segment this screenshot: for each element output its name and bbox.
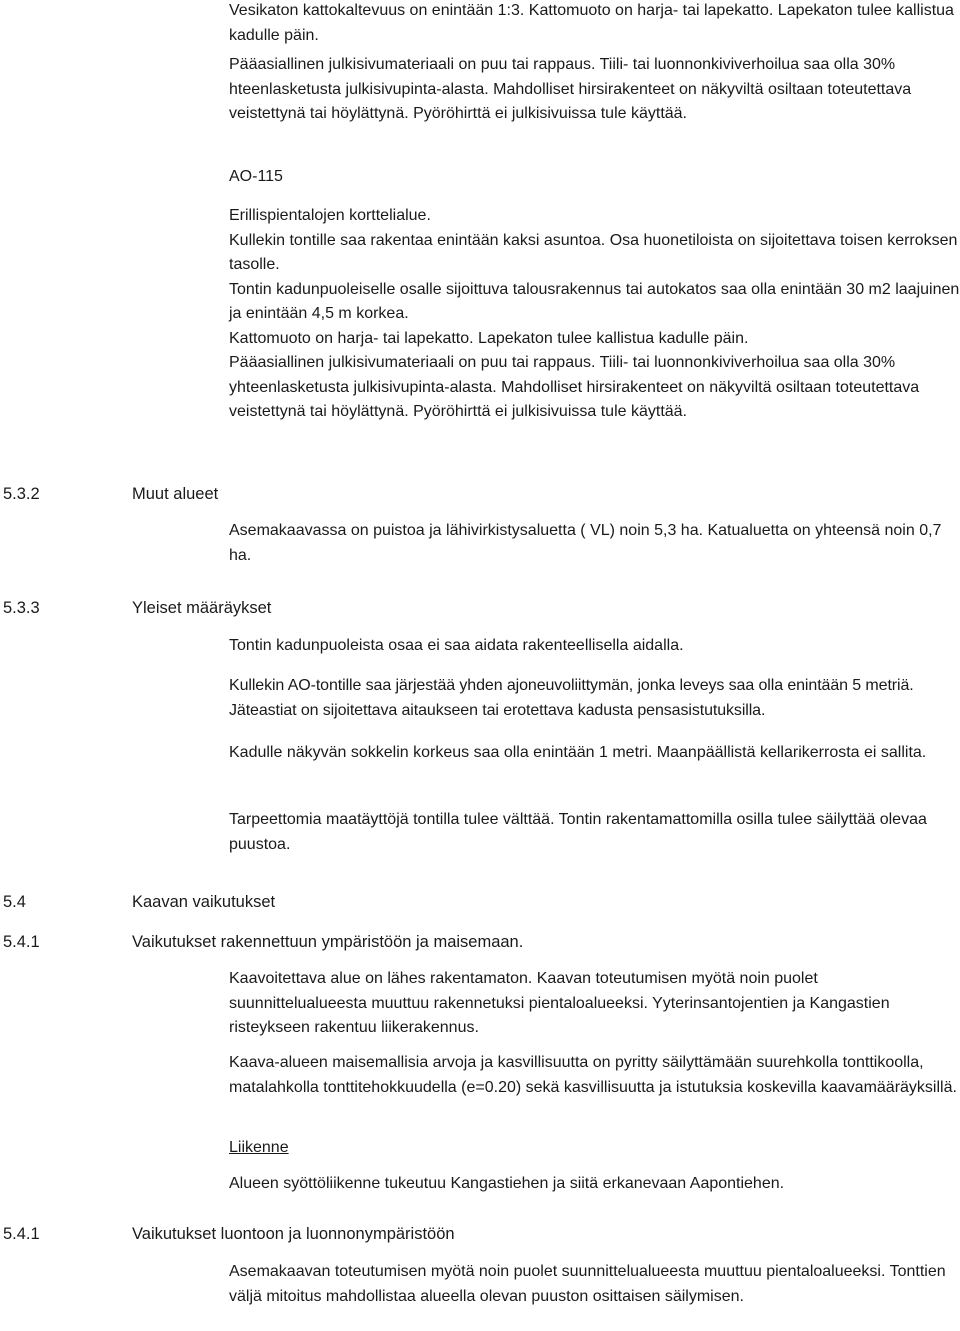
- paragraph-other-areas: [229, 519, 960, 568]
- section-title-54: Kaavan vaikutukset: [132, 893, 276, 911]
- section-number-541a: 5.4.1: [3, 933, 40, 951]
- section-number-532: 5.3.2: [3, 485, 40, 503]
- text-roof-slope: Vesikaton kattokaltevuus on enintään 1:3. Kattomuoto on harja- tai lapekatto. Lapekaton tulee kallistua kadulle päin.: [229, 2, 954, 44]
- section-title-532: Muut alueet: [132, 485, 219, 503]
- text-fence: Tontin kadunpuoleista osaa ei saa aidata rakenteellisella aidalla.: [229, 637, 684, 654]
- section-number-541b: 5.4.1: [3, 1225, 40, 1243]
- ao115-line-4: Kattomuoto on harja- tai lapekatto. Lapekaton tulee kallistua kadulle päin.: [229, 329, 749, 347]
- text-landscape: Kaava-alueen maisemallisia arvoja ja kasvillisuutta on pyritty säilyttämään suurehkolla tonttikoolla, matalahkolla tonttitehokkuudella (e=0.20) sekä kasvillisuutta ja istutuksia koskevilla kaavamääräyksillä.: [229, 1054, 957, 1096]
- paragraph-landscape: [229, 1051, 960, 1100]
- text-nature: Asemakaavan toteutumisen myötä noin puolet suunnittelualueesta muuttuu pientaloalueeksi. Tonttien väljä mitoitus mahdollistaa alueella olevan puuston osittaisen säilymisen.: [229, 1263, 946, 1305]
- subheading-traffic: Liikenne: [229, 1139, 289, 1156]
- ao115-line-5: Pääasiallinen julkisivumateriaali on puu tai rappaus. Tiili- tai luonnonkiviverhoilua saa olla 30% yhteenlasketusta julkisivupinta-alasta. Mahdolliset hirsirakenteet on näkyviltä osiltaan toteutettava veistettynä tai höylättynä. Pyöröhirttä ei julkisivuissa tule käyttää.: [229, 354, 920, 420]
- ao115-block: [229, 204, 960, 425]
- paragraph-fence: [229, 634, 960, 659]
- ao115-line-3: Tontin kadunpuoleiselle osalle sijoittuva talousrakennus tai autokatos saa olla enintään 30 m2 laajuinen ja enintään 4,5 m korkea.: [229, 280, 960, 322]
- paragraph-fill: [229, 808, 960, 857]
- text-facade-material: Pääasiallinen julkisivumateriaali on puu tai rappaus. Tiili- tai luonnonkiviverhoilua saa olla 30% hteenlasketusta julkisivupinta-alasta. Mahdolliset hirsirakenteet on näkyviltä osiltaan toteutettava veistettynä tai höylättynä. Pyöröhirttä ei julkisivuissa tule käyttää.: [229, 56, 912, 122]
- text-built-environment: Kaavoitettava alue on lähes rakentamaton. Kaavan toteutumisen myötä noin puolet suunnittelualueesta muuttuu rakennetuksi pientaloalueeksi. Yyterinsantojentien ja Kangastien risteykseen rakentuu liikerakennus.: [229, 970, 890, 1036]
- section-title-533: Yleiset määräykset: [132, 599, 272, 617]
- paragraph-built-environment: [229, 967, 960, 1041]
- paragraph-nature: [229, 1260, 960, 1309]
- paragraph-plinth: [229, 741, 960, 766]
- text-fill: Tarpeettomia maatäyttöjä tontilla tulee välttää. Tontin rakentamattomilla osilla tulee säilyttää olevaa puustoa.: [229, 811, 927, 853]
- paragraph-roof-slope: [229, 0, 960, 48]
- section-title-541b: Vaikutukset luontoon ja luonnonympäristöön: [132, 1225, 455, 1243]
- section-number-533: 5.3.3: [3, 599, 40, 617]
- paragraph-facade-material: [229, 53, 960, 127]
- ao115-line-2: Kullekin tontille saa rakentaa enintään kaksi asuntoa. Osa huonetiloista on sijoitettava toisen kerroksen tasolle.: [229, 231, 958, 273]
- text-driveway: Kullekin AO-tontille saa järjestää yhden ajoneuvoliittymän, jonka leveys saa olla enintään 5 metriä. Jäteastiat on sijoitettava aitaukseen tai erotettava kadusta pensasistutuksilla.: [229, 677, 914, 719]
- paragraph-driveway: [229, 674, 960, 723]
- ao115-line-1: Erillispientalojen korttelialue.: [229, 207, 431, 224]
- text-plinth: Kadulle näkyvän sokkelin korkeus saa olla enintään 1 metri. Maanpäällistä kellarikerrosta ei sallita.: [229, 744, 927, 761]
- paragraph-traffic: [229, 1172, 960, 1197]
- text-other-areas: Asemakaavassa on puistoa ja lähivirkistysaluetta ( VL) noin 5,3 ha. Katualuetta on yhteensä noin 0,7 ha.: [229, 522, 942, 564]
- zone-code-ao115: AO-115: [229, 168, 283, 185]
- section-title-541a: Vaikutukset rakennettuun ympäristöön ja maisemaan.: [132, 933, 524, 951]
- section-number-54: 5.4: [3, 893, 26, 911]
- text-traffic: Alueen syöttöliikenne tukeutuu Kangastiehen ja siitä erkanevaan Aapontiehen.: [229, 1175, 785, 1192]
